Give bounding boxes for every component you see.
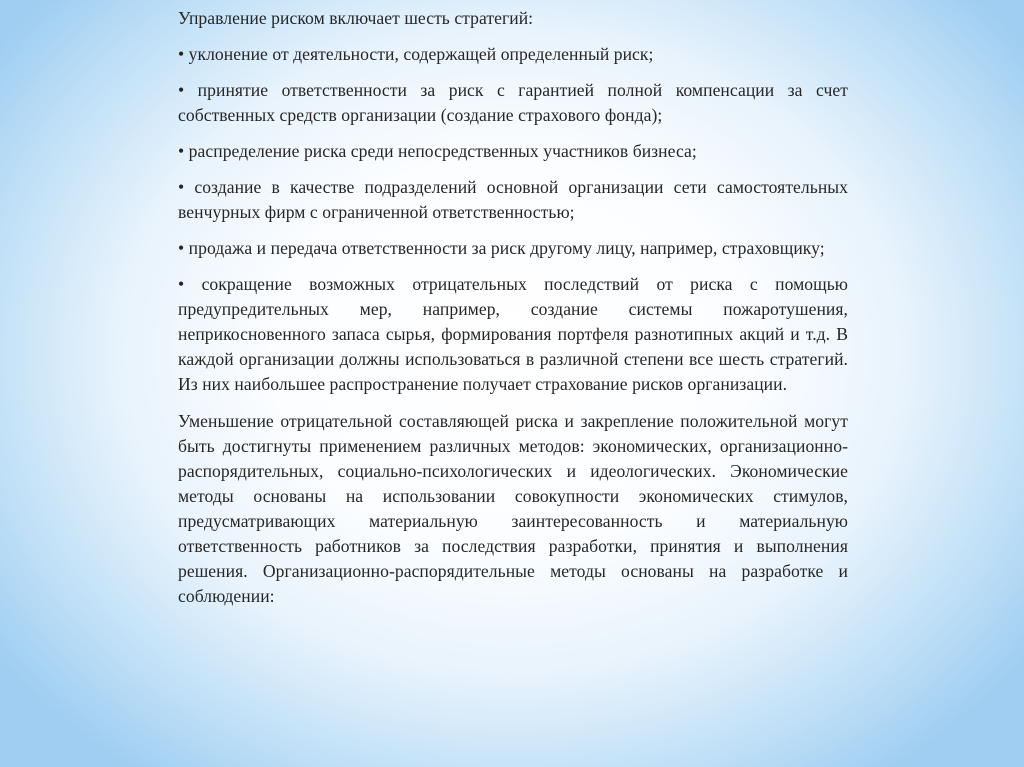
bullet-reduction: • сокращение возможных отрицательных последствий от риска с помощью предупредительных мер, например, создание системы пожаротушения, неприкосновенного запаса сырья, формирования портфеля разнотипных акций и т.д. В каждой организации должны использоваться в различной степени все шесть стратегий. Из них наибольшее распространение получает страхование рисков организации. [178,274,848,394]
bullet-venture-firms: • создание в качестве подразделений основной организации сети самостоятельных венчурных фирм с ограниченной ответственностью; [178,177,848,222]
bullet-avoidance: • уклонение от деятельности, содержащей определенный риск; [178,44,654,64]
methods-paragraph: Уменьшение отрицательной составляющей риска и закрепление положительной могут быть достигнуты применением различных методов: экономических, организационно-распорядительных, социально-психологических и идеологических. Экономические методы основаны на использовании совокупности экономических стимулов, предусматривающих материальную заинтересованность и материальную ответственность работников за последствия разработки, принятия и выполнения решения. Организационно-распорядительные методы основаны на разработке и соблюдении: [178,411,848,606]
slide-text-body [178,6,848,620]
bullet-distribution: • распределение риска среди непосредственных участников бизнеса; [178,141,697,161]
heading-paragraph: Управление риском включает шесть стратегий: [178,8,534,28]
bullet-retention: • принятие ответственности за риск с гарантией полной компенсации за счет собственных средств организации (создание страхового фонда); [178,80,848,125]
bullet-transfer: • продажа и передача ответственности за риск другому лицу, например, страховщику; [178,238,825,258]
